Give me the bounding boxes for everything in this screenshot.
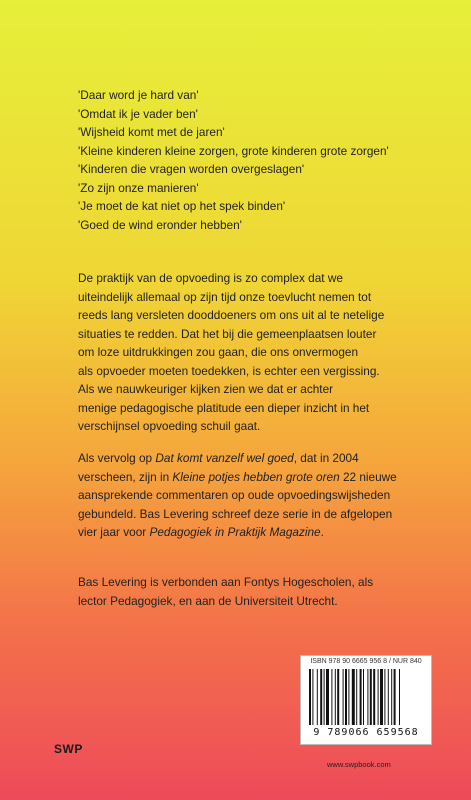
- quote-line: 'Omdat ik je vader ben': [78, 106, 198, 121]
- quote-line: 'Goed de wind eronder hebben': [78, 217, 242, 232]
- paragraph-line: Als we nauwkeuriger kijken zien we dat er achter: [78, 382, 334, 396]
- barcode-icon: [309, 669, 423, 725]
- paragraph-line: [78, 449, 448, 468]
- text-span: vier jaar voor: [78, 525, 150, 539]
- paragraph-line: verschijnsel opvoeding schuil gaat.: [78, 419, 261, 433]
- barcode-label: [300, 655, 432, 745]
- intro-paragraph: [78, 269, 448, 436]
- book-title: Kleine potjes hebben grote oren: [172, 469, 340, 484]
- paragraph-line: reeds lang versleten dooddoeners om ons uit al te netelige: [78, 308, 385, 322]
- paragraph-line: situaties te redden. Dat het bij die gemeenplaatsen louter: [78, 326, 377, 341]
- quote-line: 'Je moet de kat niet op het spek binden': [78, 199, 286, 213]
- paragraph-line: De praktijk van de opvoeding is zo complex dat we: [78, 271, 343, 285]
- quote-line: 'Wijsheid komt met de jaren': [78, 125, 225, 139]
- paragraph-line: Bas Levering is verbonden aan Fontys Hogescholen, als: [78, 575, 374, 589]
- text-span: 22 nieuwe: [339, 469, 397, 484]
- author-paragraph: [78, 573, 448, 610]
- paragraph-line: menige pedagogische platitude een dieper inzicht in het: [78, 400, 370, 415]
- quote-line: 'Zo zijn onze manieren': [78, 180, 199, 195]
- book-title: Dat komt vanzelf wel goed: [155, 451, 294, 465]
- magazine-title: Pedagogiek in Praktijk Magazine: [149, 525, 321, 539]
- quote-line: 'Kleine kinderen kleine zorgen, grote kinderen grote zorgen': [78, 143, 389, 158]
- isbn-text: ISBN 978 90 6665 956 8 / NUR 840: [310, 658, 422, 665]
- paragraph-line: aansprekende commentaren op oude opvoedingswijsheden: [78, 488, 391, 502]
- barcode-number: 9 789066 659568: [313, 727, 419, 738]
- text-span: .: [320, 525, 324, 539]
- text-span: Als vervolg op: [78, 451, 156, 465]
- text-span: verscheen, zijn in: [78, 469, 173, 484]
- paragraph-line: om loze uitdrukkingen zou gaan, die ons onvermogen: [78, 345, 359, 359]
- paragraph-line: [78, 468, 448, 487]
- paragraph-line: lector Pedagogiek, en aan de Universiteit Utrecht.: [78, 593, 338, 608]
- paragraph-line: als opvoeder moeten toedekken, is echter een vergissing.: [78, 363, 380, 378]
- sequel-paragraph: [78, 449, 448, 542]
- quote-line: 'Daar word je hard van': [78, 88, 199, 102]
- publisher-url[interactable]: www.swpbook.com: [327, 760, 391, 769]
- paragraph-line: gebundeld. Bas Levering schreef deze serie in de afgelopen: [78, 506, 393, 521]
- quote-line: 'Kinderen die vragen worden overgeslagen': [78, 162, 305, 176]
- text-span: , dat in 2004: [293, 451, 359, 465]
- paragraph-line: [78, 523, 448, 542]
- quote-list: [78, 86, 448, 234]
- publisher-logo: SWP: [54, 742, 83, 756]
- paragraph-line: uiteindelijk allemaal op zijn tijd onze toevlucht nemen tot: [78, 289, 372, 304]
